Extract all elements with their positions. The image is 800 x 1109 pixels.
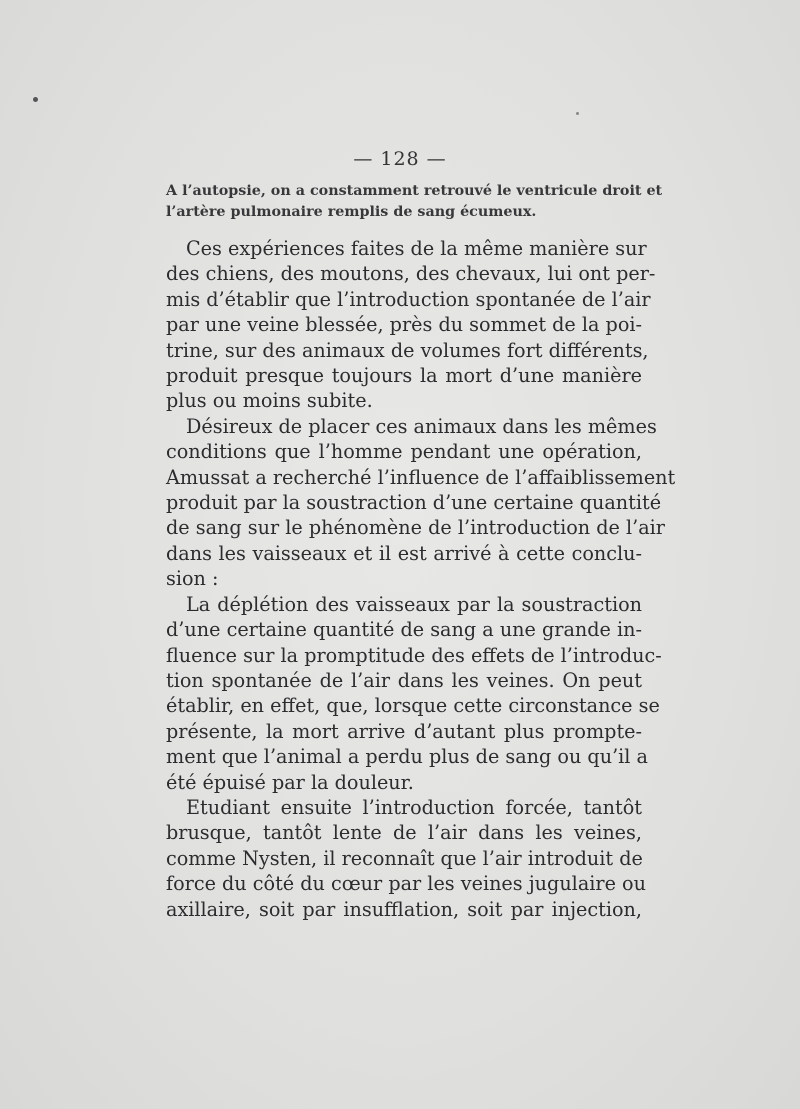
body-text: [166, 236, 676, 922]
paragraph-line: été épuisé par la douleur.: [166, 770, 414, 794]
paper-speck: [576, 112, 579, 115]
paragraph-line: tion spontanée de l’air dans les veines. On peut: [166, 668, 642, 692]
paragraph-line: Amussat a recherché l’influence de l’affaiblissement: [166, 465, 676, 489]
paragraph-line: produit presque toujours la mort d’une manière: [166, 364, 642, 388]
paragraph-line: La déplétion des vaisseaux par la soustraction: [186, 592, 642, 616]
paragraph-line: conditions que l’homme pendant une opération,: [166, 440, 642, 464]
paragraph-line: par une veine blessée, près du sommet de la poi-: [166, 313, 642, 337]
paragraph-line: ment que l’animal a perdu plus de sang ou qu’il a: [166, 745, 648, 769]
paragraph-line: produit par la soustraction d’une certaine quantité: [166, 491, 662, 515]
paragraph-line: Désireux de placer ces animaux dans les mêmes: [186, 414, 657, 438]
note-line: A l’autopsie, on a constamment retrouvé le ventricule droit et: [166, 183, 663, 199]
paragraph-line: fluence sur la promptitude des effets de l’introduc-: [166, 643, 662, 667]
paragraph-line: trine, sur des animaux de volumes fort différents,: [166, 338, 649, 362]
footnote-block: [166, 181, 663, 223]
paragraph-line: Etudiant ensuite l’introduction forcée, tantôt: [186, 795, 642, 819]
paragraph-line: Ces expériences faites de la même manière sur: [186, 237, 647, 260]
paragraph-line: force du côté du cœur par les veines jugulaire ou: [166, 872, 646, 896]
paragraph-line: brusque, tantôt lente de l’air dans les veines,: [166, 821, 642, 845]
note-line: l’artère pulmonaire remplis de sang écumeux.: [166, 204, 537, 220]
paragraph-line: de sang sur le phénomène de l’introduction de l’air: [166, 516, 665, 540]
paragraph-line: d’une certaine quantité de sang a une grande in-: [166, 618, 642, 642]
paragraph-line: comme Nysten, il reconnaît que l’air introduit de: [166, 846, 643, 870]
paragraph-line: plus ou moins subite.: [166, 389, 373, 413]
paragraph-line: axillaire, soit par insufflation, soit par injection,: [166, 897, 642, 921]
paragraph-line: des chiens, des moutons, des chevaux, lui ont per-: [166, 262, 656, 286]
paragraph-line: établir, en effet, que, lorsque cette circonstance se: [166, 694, 660, 718]
paper-speck: [33, 97, 38, 102]
paragraph-line: présente, la mort arrive d’autant plus prompte-: [166, 719, 642, 743]
paragraph-line: dans les vaisseaux et il est arrivé à cette conclu-: [166, 541, 642, 565]
paragraph-line: mis d’établir que l’introduction spontanée de l’air: [166, 287, 651, 311]
paragraph-line: sion :: [166, 567, 219, 591]
page-number: — 128 —: [353, 148, 447, 170]
